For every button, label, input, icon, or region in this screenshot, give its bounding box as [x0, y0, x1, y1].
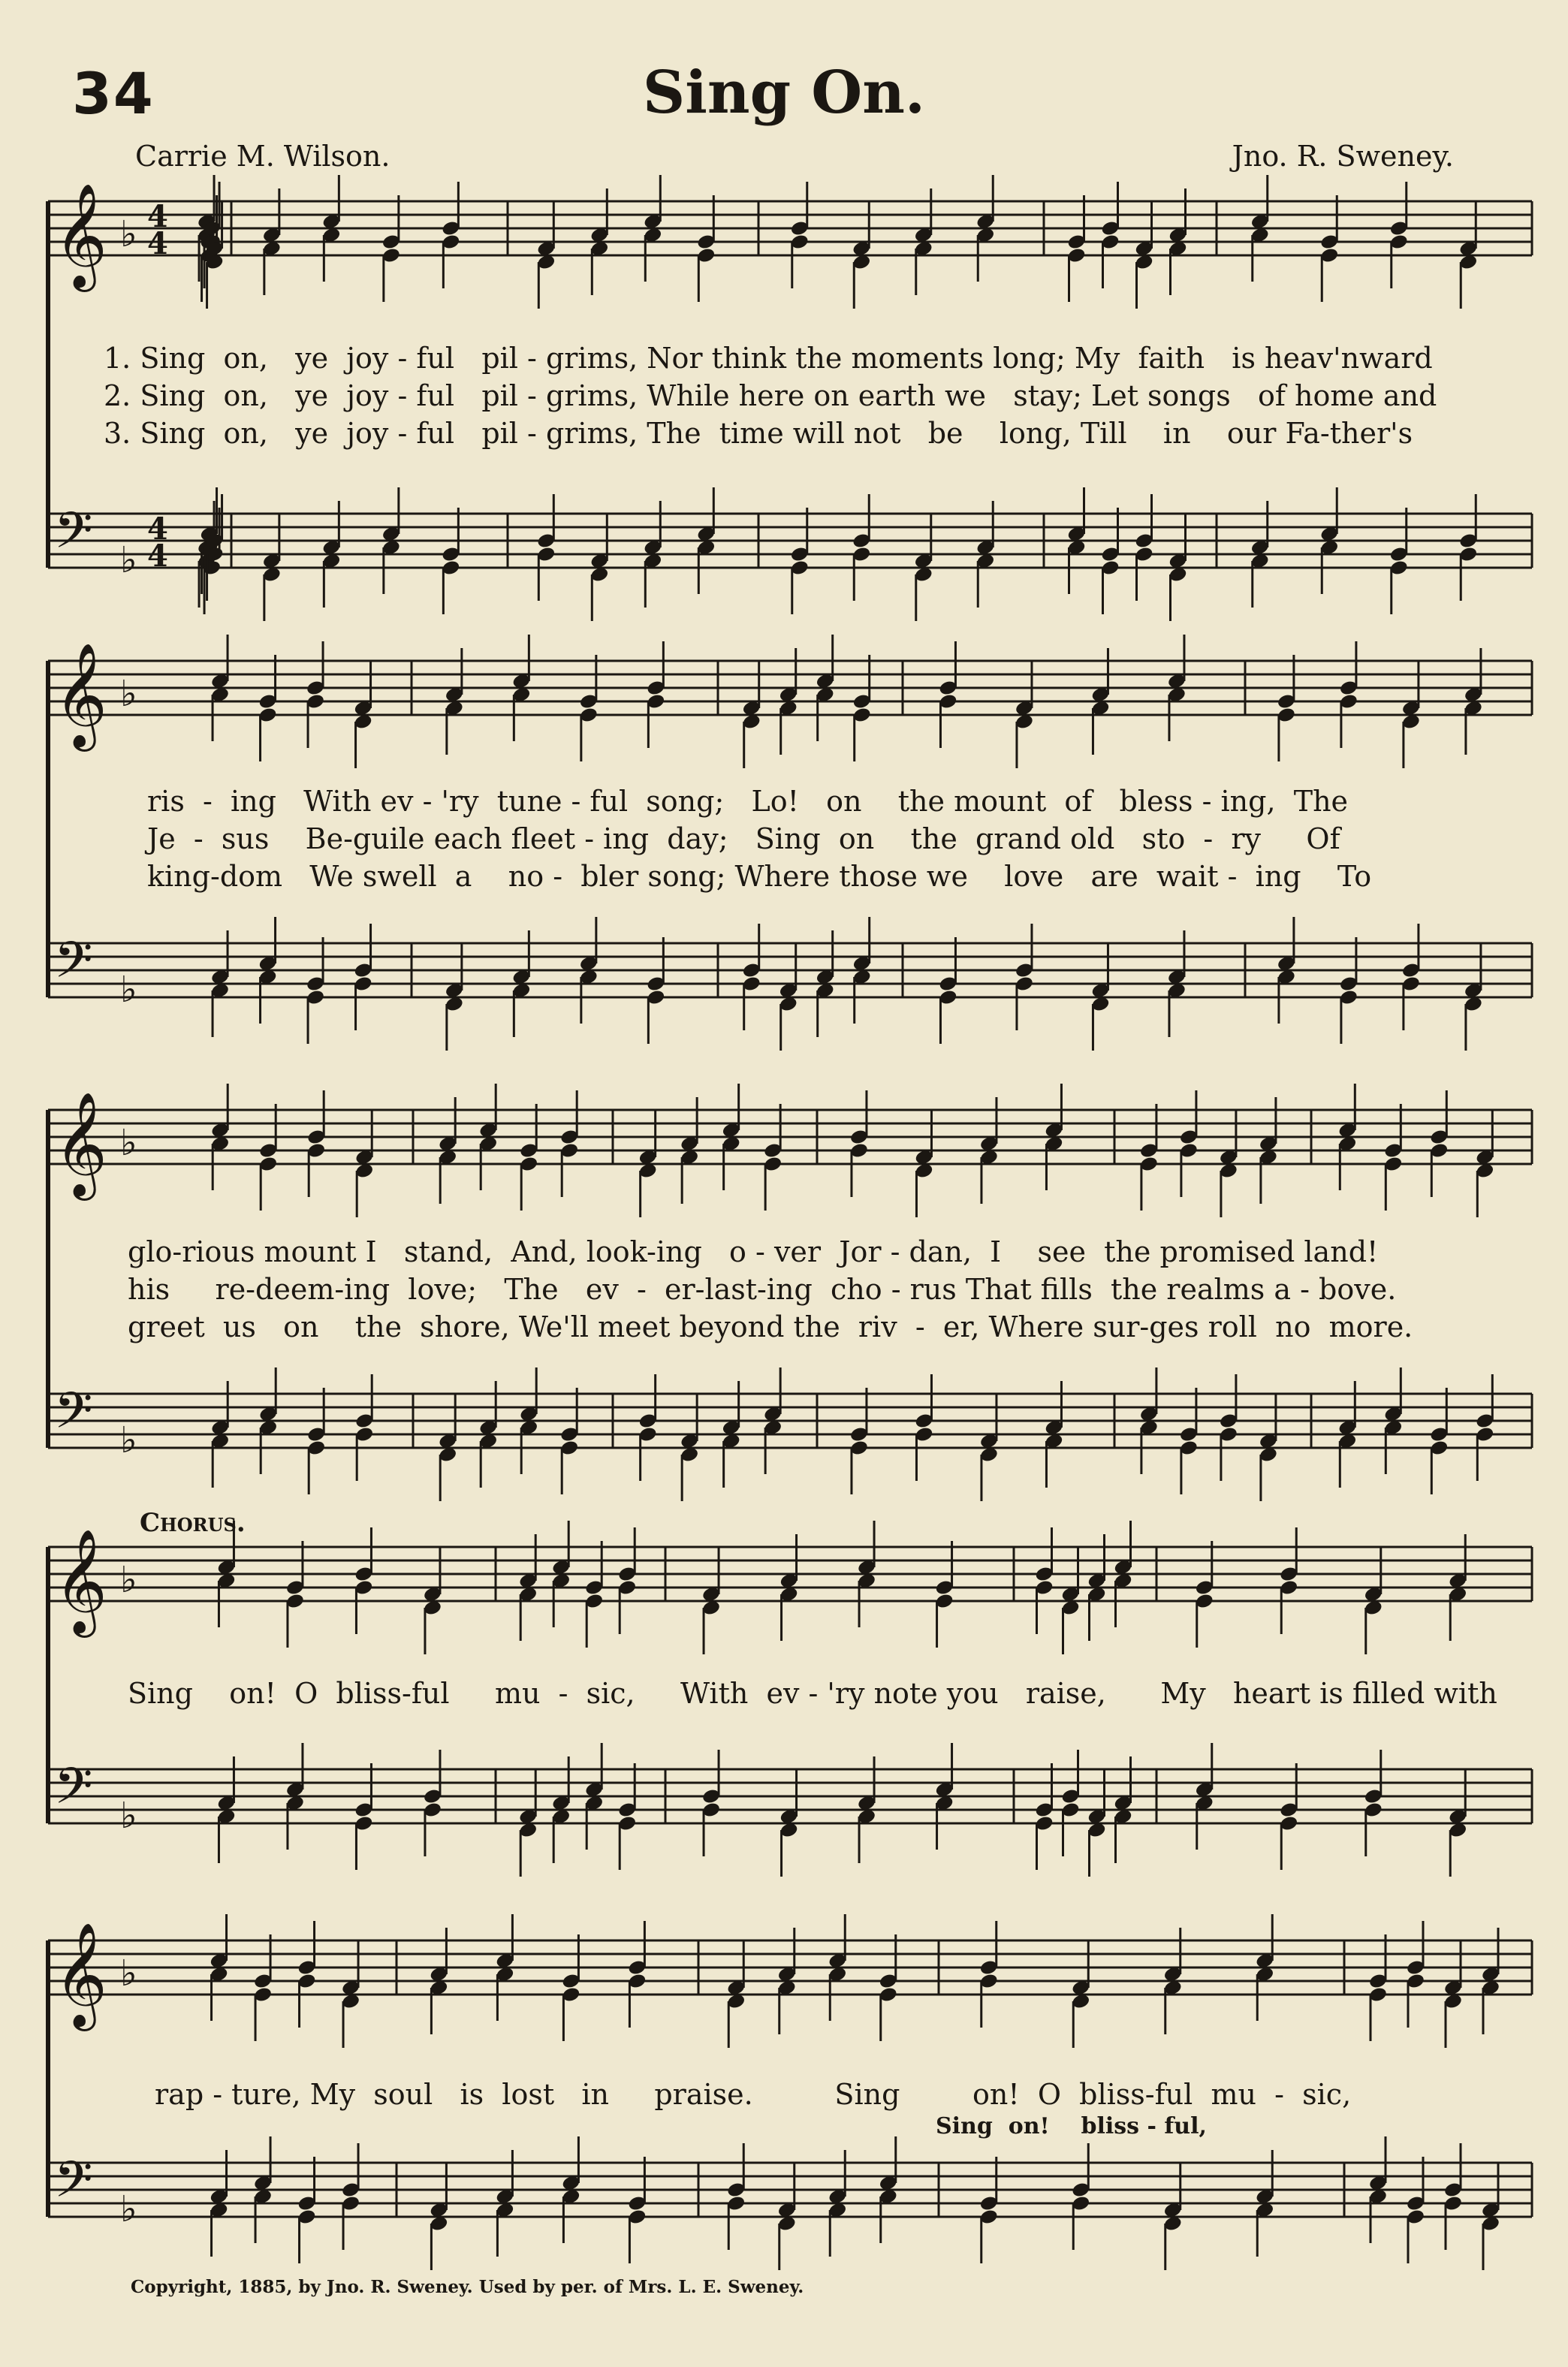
lyric-verse-3-line-3: greet us on the shore, We'll meet beyond the riv - er, Where sur-ges roll no more.	[128, 1310, 1413, 1343]
svg-text:𝄢: 𝄢	[54, 931, 93, 1001]
lyric-verse-2-line-1: 2. Sing on, ye joy - ful pil - grims, While here on earth we stay; Let songs of home and	[104, 379, 1437, 412]
chorus-label: Chorus.	[140, 1508, 246, 1538]
svg-text:♭: ♭	[120, 1952, 137, 1995]
svg-text:♭: ♭	[120, 969, 137, 1011]
lyric-chorus-line-2: rap - ture, My soul is lost in praise. Sing on! O bliss-ful mu - sic,	[155, 2078, 1352, 2111]
svg-text:𝄢: 𝄢	[54, 1382, 93, 1452]
svg-text:♭: ♭	[120, 1559, 137, 1601]
svg-text:𝄢: 𝄢	[54, 1757, 93, 1827]
copyright-notice: Copyright, 1885, by Jno. R. Sweney. Used by per. of Mrs. L. E. Sweney.	[131, 2277, 804, 2297]
lyric-verse-3-line-2: king-dom We swell a no - bler song; Where those we love are wait - ing To	[147, 860, 1372, 893]
svg-text:4: 4	[147, 538, 168, 574]
svg-text:𝄢: 𝄢	[54, 2151, 93, 2221]
lyric-chorus-line-1: Sing on! O bliss-ful mu - sic, With ev - 'ry note you raise, My heart is filled with	[128, 1677, 1497, 1710]
svg-text:𝄞: 𝄞	[54, 1529, 107, 1633]
svg-text:𝄞: 𝄞	[54, 643, 107, 747]
svg-text:♭: ♭	[120, 1419, 137, 1461]
svg-text:𝄢: 𝄢	[54, 502, 93, 571]
lyric-verse-1-line-1: 1. Sing on, ye joy - ful pil - grims, Nor think the moments long; My faith is heav'nward	[104, 342, 1433, 375]
lyricist-credit: Carrie M. Wilson.	[135, 140, 390, 173]
lyric-verse-1-line-2: ris - ing With ev - 'ry tune - ful song; Lo! on the mount of bless - ing, The	[147, 785, 1349, 818]
lyric-verse-2-line-2: Je - sus Be-guile each fleet - ing day; Sing on the grand old sto - ry Of	[147, 822, 1340, 855]
svg-text:♭: ♭	[120, 2188, 137, 2230]
lyric-verse-2-line-3: his re-deem-ing love; The ev - er-last-ing cho - rus That fills the realms a - bove.	[128, 1273, 1397, 1306]
hymn-number: 34	[72, 60, 155, 127]
lyric-verse-1-line-3: glo-rious mount I stand, And, look-ing o - ver Jor - dan, I see the promised land!	[128, 1235, 1379, 1268]
svg-text:♭: ♭	[120, 1122, 137, 1164]
svg-text:♭: ♭	[120, 213, 137, 255]
lyric-verse-3-line-1: 3. Sing on, ye joy - ful pil - grims, The time will not be long, Till in our Fa-ther's	[104, 417, 1413, 450]
svg-text:♭: ♭	[120, 673, 137, 715]
svg-text:𝄞: 𝄞	[54, 1922, 107, 2027]
svg-text:♭: ♭	[120, 539, 137, 581]
svg-text:𝄞: 𝄞	[54, 183, 107, 288]
svg-text:4: 4	[147, 226, 168, 261]
composer-credit: Jno. R. Sweney.	[1232, 140, 1454, 173]
hymn-title: Sing On.	[642, 59, 926, 127]
svg-text:4: 4	[147, 511, 168, 547]
svg-text:𝄞: 𝄞	[54, 1092, 107, 1196]
lyric-chorus-alto-line: Sing on! bliss - ful,	[936, 2113, 1207, 2139]
svg-text:4: 4	[147, 199, 168, 234]
svg-text:♭: ♭	[120, 1795, 137, 1837]
